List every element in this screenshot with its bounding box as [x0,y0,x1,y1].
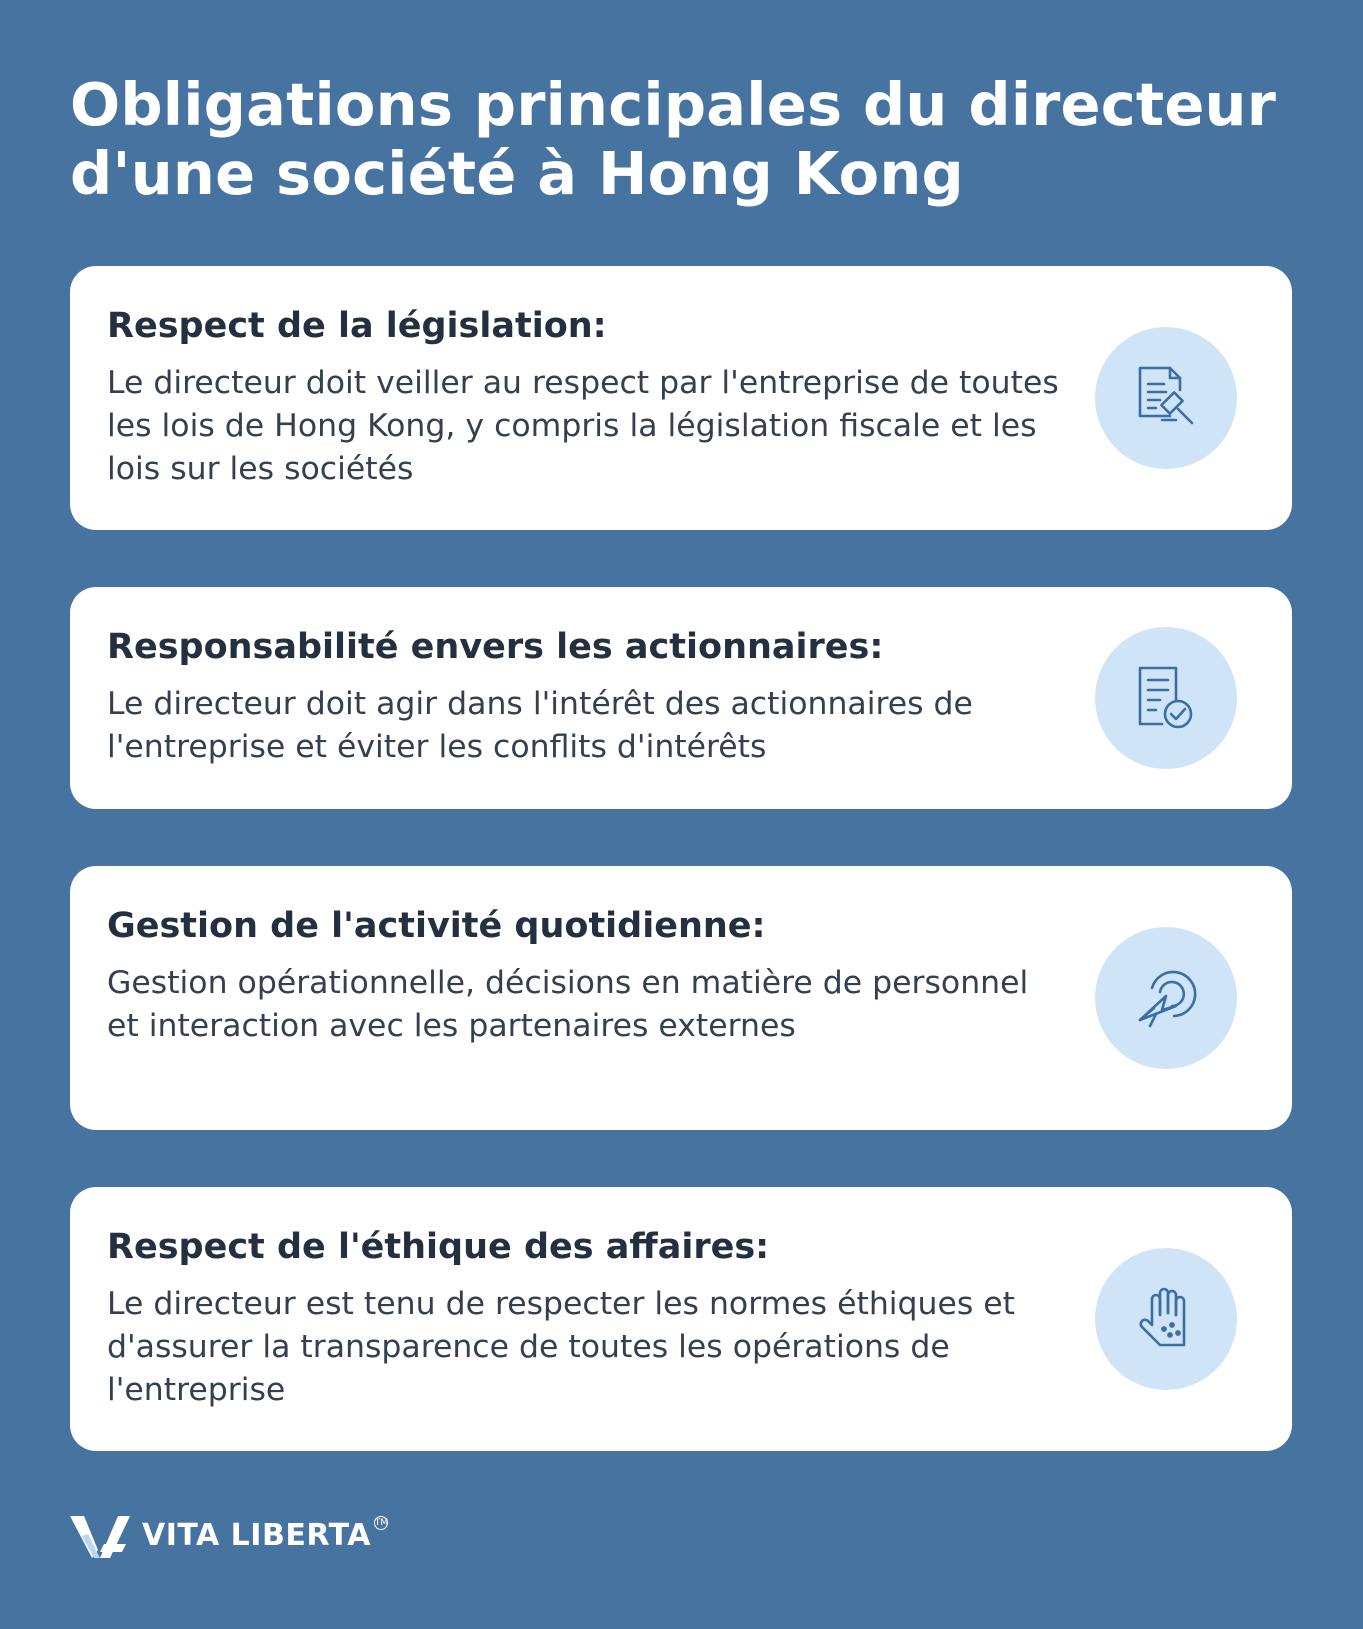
icon-circle [1095,1248,1237,1390]
clean-hand-icon [1126,1279,1206,1359]
card-body: Le directeur est tenu de respecter les normes éthiques et d'assurer la transparence de toutes les opérations de l'entreprise [107,1286,1016,1408]
card-heading: Gestion de l'activité quotidienne: [107,906,766,946]
document-gavel-icon [1126,358,1206,438]
card-text [107,304,1067,491]
card-body: Gestion opérationnelle, décisions en matière de personnel et interaction avec les partenaires externes [107,965,1029,1044]
brand-name: VITA LIBERTA [142,1518,371,1553]
obligation-card-legislation [70,266,1292,530]
card-body: Le directeur doit veiller au respect par l'entreprise de toutes les lois de Hong Kong, y compris la législation fiscale et les lois sur les sociétés [107,365,1059,487]
vita-liberta-logo-icon [70,1514,130,1558]
brand-logo [70,1514,388,1558]
card-text [107,625,1067,769]
cursor-target-icon [1126,958,1206,1038]
icon-circle [1095,627,1237,769]
obligation-card-ethics [70,1187,1292,1451]
card-heading: Respect de la législation: [107,306,607,346]
page-title: Obligations principales du directeur d'une société à Hong Kong [70,70,1277,208]
icon-circle [1095,327,1237,469]
card-heading: Responsabilité envers les actionnaires: [107,627,884,667]
card-text [107,904,1067,1048]
trademark-symbol: TM [374,1518,389,1528]
obligation-card-daily-management [70,866,1292,1130]
card-heading: Respect de l'éthique des affaires: [107,1227,770,1267]
obligation-card-shareholders [70,587,1292,809]
card-body: Le directeur doit agir dans l'intérêt des actionnaires de l'entreprise et éviter les conflits d'intérêts [107,686,973,765]
card-text [107,1225,1067,1412]
document-check-icon [1126,658,1206,738]
icon-circle [1095,927,1237,1069]
